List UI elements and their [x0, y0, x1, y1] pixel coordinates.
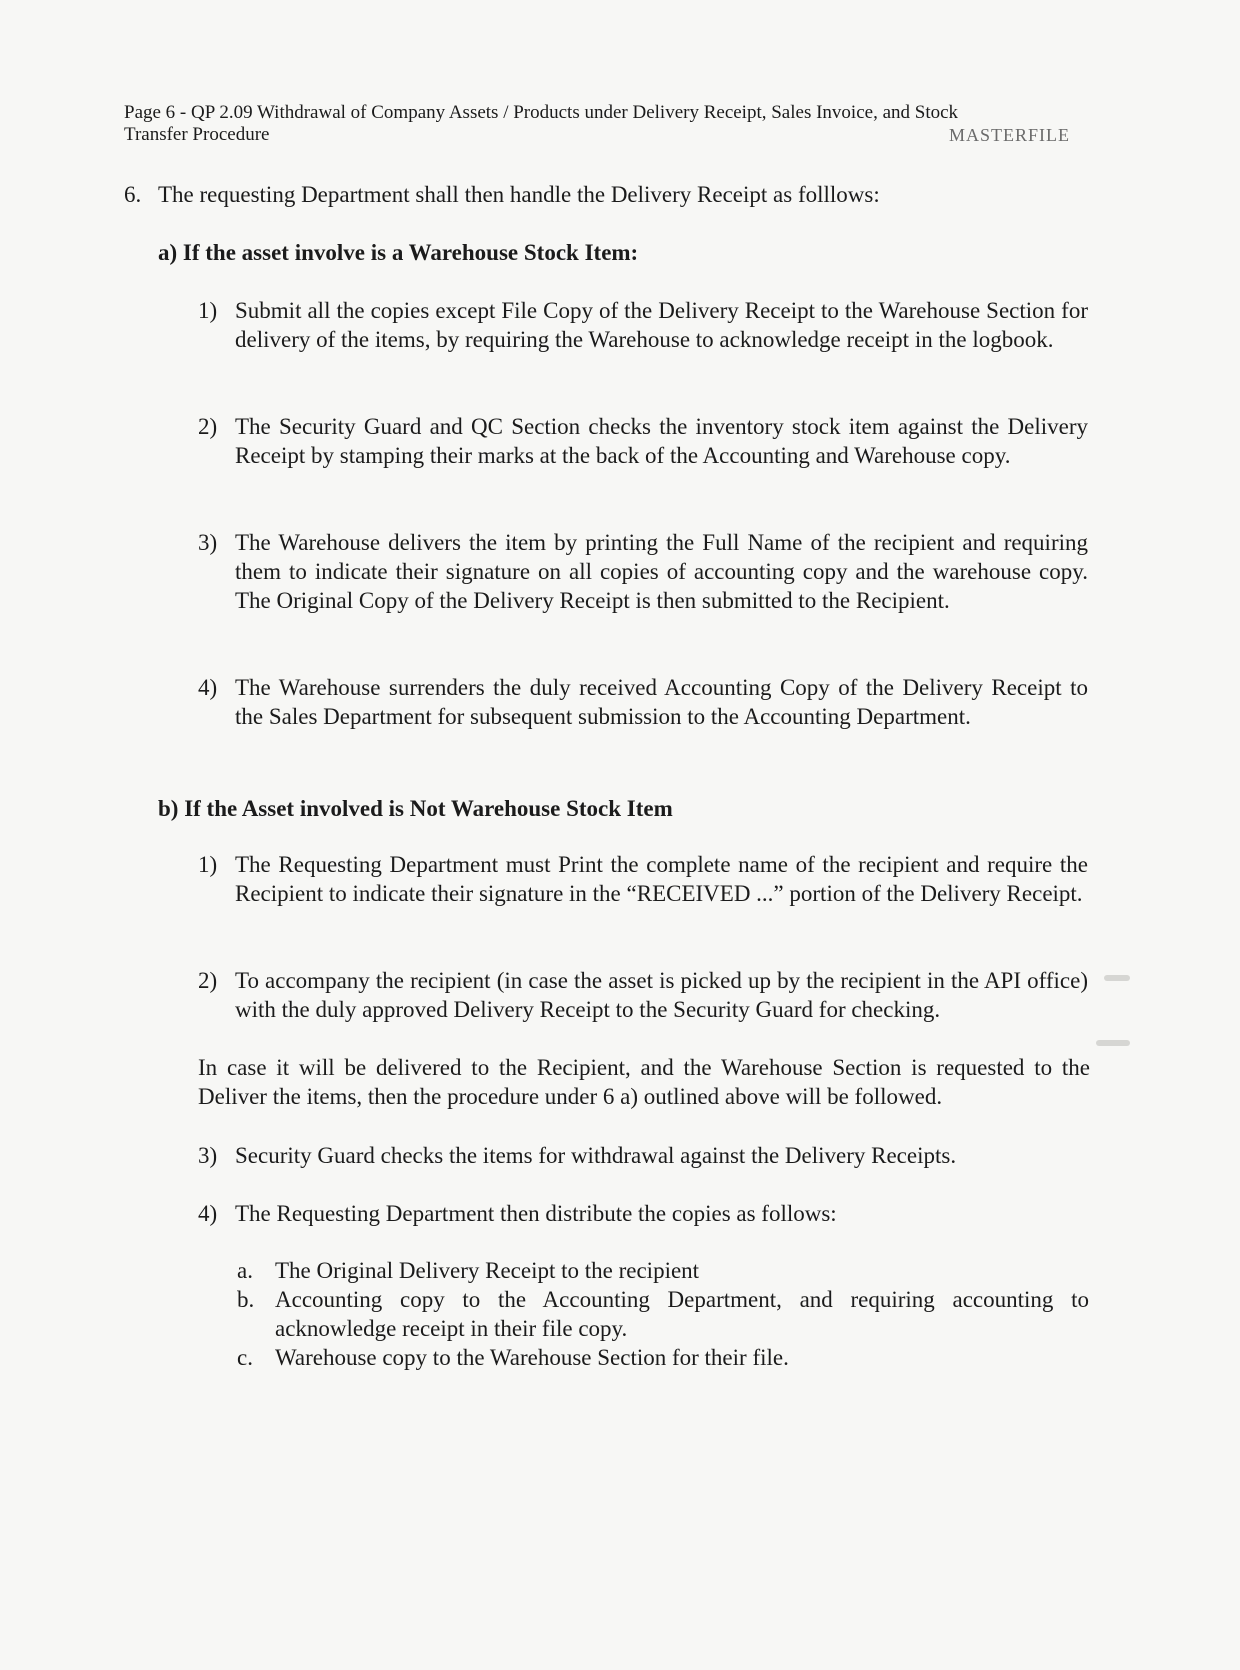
list-item	[237, 1343, 1089, 1372]
list-item	[237, 1256, 1089, 1285]
step-number: 4)	[198, 675, 218, 700]
scan-smudge	[1104, 975, 1130, 981]
step-text: The Requesting Department must Print the complete name of the recipient and require the Recipient to indicate their signature in the “RECEIVED ...” portion of the Delivery Receipt.	[235, 852, 1088, 906]
delivery-note: In case it will be delivered to the Recipient, and the Warehouse Section is requested to the Deliver the items, then the procedure under 6 a) outlined above will be followed.	[198, 1055, 1090, 1109]
section-b-step-1	[198, 850, 1088, 908]
section-b-heading: b) If the Asset involved is Not Warehouse Stock Item	[158, 796, 673, 821]
step-text: The Security Guard and QC Section checks the inventory stock item against the Delivery Receipt by stamping their marks at the back of the Accounting and Warehouse copy.	[235, 414, 1088, 468]
section-b-step-4	[198, 1199, 1088, 1228]
step-number: 2)	[198, 968, 218, 993]
step-text: The Warehouse delivers the item by printing the Full Name of the recipient and requiring them to indicate their signature on all copies of accounting copy and the warehouse copy. The Original Copy of the Delivery Receipt is then submitted to the Recipient.	[235, 530, 1088, 613]
list-item	[237, 1285, 1089, 1343]
page-header	[124, 102, 1070, 146]
item-6-text: The requesting Department shall then handle the Delivery Receipt as folllows:	[158, 182, 880, 207]
step-number: 4)	[198, 1201, 218, 1226]
step-number: 1)	[198, 298, 218, 323]
step-text: Security Guard checks the items for withdrawal against the Delivery Receipts.	[235, 1143, 957, 1168]
step-text: Submit all the copies except File Copy of the Delivery Receipt to the Warehouse Section for delivery of the items, by requiring the Warehouse to acknowledge receipt in the logbook.	[235, 298, 1088, 352]
distribution-list	[237, 1256, 1089, 1372]
step-number: 3)	[198, 1143, 218, 1168]
scan-smudge	[1096, 1040, 1130, 1046]
item-6	[124, 180, 1074, 209]
section-b-step-2	[198, 966, 1088, 1024]
step-text: The Warehouse surrenders the duly received Accounting Copy of the Delivery Receipt to the Sales Department for subsequent submission to the Accounting Department.	[235, 675, 1088, 729]
header-title-line1: Page 6 - QP 2.09 Withdrawal of Company Assets / Products under Delivery Receipt, Sales Invoice, and Stock	[124, 102, 959, 123]
step-number: 2)	[198, 414, 218, 439]
step-number: 3)	[198, 530, 218, 555]
item-6-number: 6.	[124, 182, 142, 207]
list-letter: b.	[237, 1287, 255, 1312]
section-a-heading: a) If the asset involve is a Warehouse Stock Item:	[158, 240, 639, 265]
section-b-step-3	[198, 1141, 1088, 1170]
step-text: To accompany the recipient (in case the asset is picked up by the recipient in the API office) with the duly approved Delivery Receipt to the Security Guard for checking.	[235, 968, 1088, 1022]
step-text: The Requesting Department then distribute the copies as follows:	[235, 1201, 837, 1226]
section-a-step-4	[198, 673, 1088, 731]
list-text: Accounting copy to the Accounting Department, and requiring accounting to acknowledge receipt in their file copy.	[275, 1287, 1089, 1341]
section-a-step-2	[198, 412, 1088, 470]
header-title-line2: Transfer Procedure	[124, 124, 270, 145]
list-text: Warehouse copy to the Warehouse Section for their file.	[275, 1345, 789, 1370]
section-a-step-3	[198, 528, 1088, 615]
section-a-step-1	[198, 296, 1088, 354]
step-number: 1)	[198, 852, 218, 877]
list-text: The Original Delivery Receipt to the recipient	[275, 1258, 700, 1283]
list-letter: a.	[237, 1258, 253, 1283]
list-letter: c.	[237, 1345, 253, 1370]
masterfile-label: MASTERFILE	[948, 125, 1070, 145]
